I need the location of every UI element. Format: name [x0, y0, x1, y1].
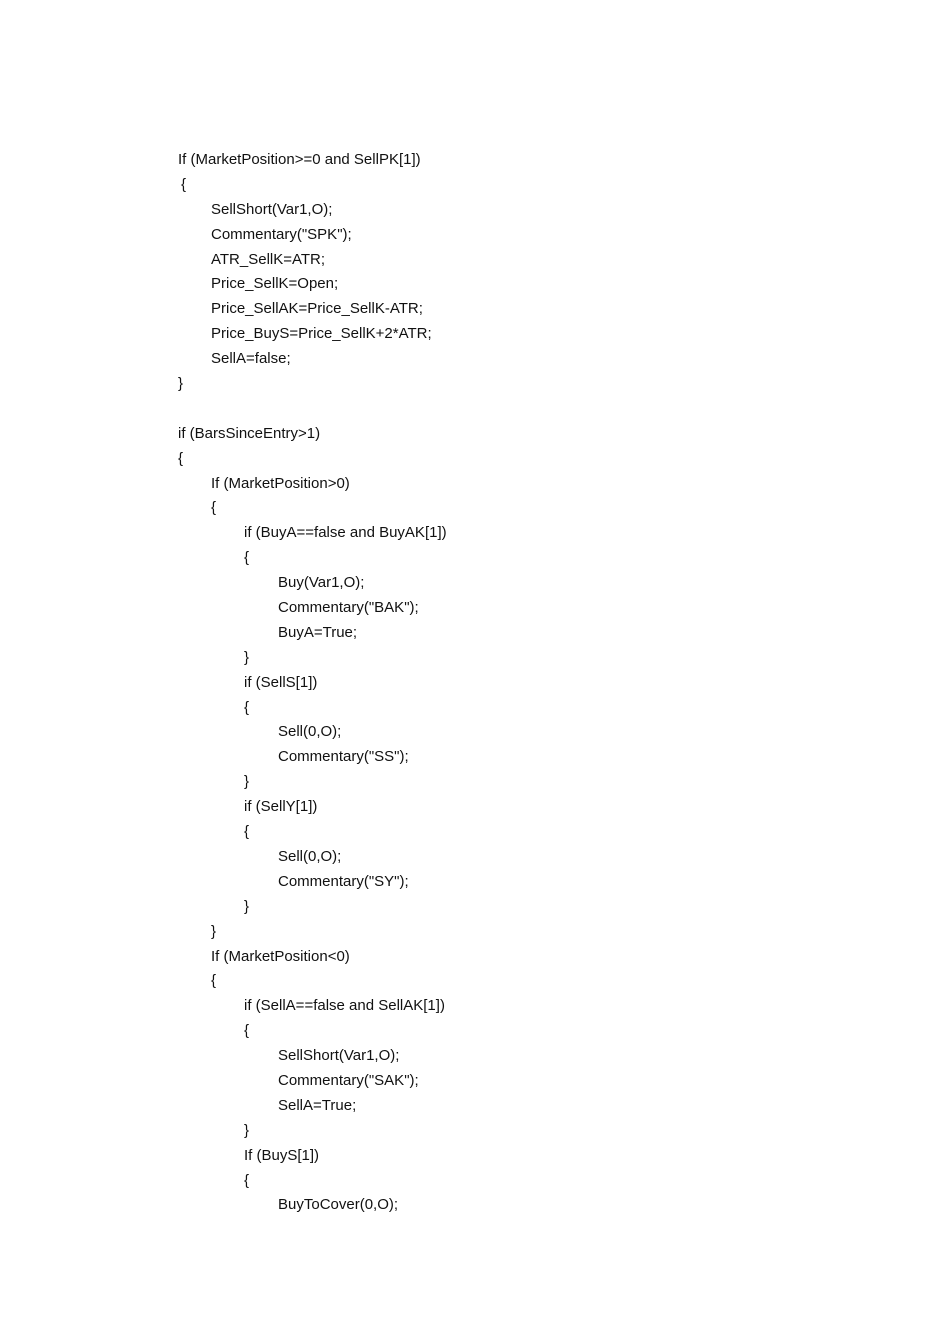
code-line: Commentary("SS"); — [278, 748, 409, 766]
blank-line — [178, 397, 447, 422]
code-line: SellShort(Var1,O); — [211, 200, 333, 218]
code-line: BuyToCover(0,O); — [278, 1196, 399, 1214]
code-line: { — [244, 1171, 250, 1189]
code-line: { — [178, 449, 184, 467]
code-line: if (SellS[1]) — [244, 673, 318, 691]
code-line: { — [244, 698, 250, 716]
code-line: } — [244, 897, 250, 915]
code-line: { — [211, 499, 217, 517]
code-line: } — [211, 922, 217, 940]
code-line: if (SellY[1]) — [244, 798, 318, 816]
code-line: SellA=false; — [211, 350, 291, 368]
code-line: Price_BuyS=Price_SellK+2*ATR; — [211, 325, 432, 343]
code-line: SellA=True; — [278, 1096, 357, 1114]
code-line: { — [181, 175, 187, 193]
code-line: } — [244, 648, 250, 666]
code-line: If (MarketPosition>=0 and SellPK[1]) — [178, 151, 421, 168]
code-line: Commentary("SPK"); — [211, 225, 352, 243]
code-line: { — [211, 972, 217, 990]
code-line: } — [178, 375, 184, 393]
code-line: Sell(0,O); — [278, 847, 342, 865]
code-line: } — [244, 1121, 250, 1139]
code-line: Buy(Var1,O); — [278, 574, 365, 592]
code-line: If (BuyS[1]) — [244, 1146, 320, 1164]
code-line: Commentary("SY"); — [278, 872, 409, 890]
code-listing — [178, 148, 447, 1218]
code-line: if (SellA==false and SellAK[1]) — [244, 997, 445, 1015]
code-line: if (BarsSinceEntry>1) — [178, 424, 321, 442]
code-line: if (BuyA==false and BuyAK[1]) — [244, 524, 447, 542]
code-line: { — [244, 549, 250, 567]
code-line: If (MarketPosition<0) — [211, 947, 350, 965]
code-line: SellShort(Var1,O); — [278, 1047, 400, 1065]
code-line: Price_SellK=Open; — [211, 275, 339, 293]
code-line: } — [244, 773, 250, 791]
code-line: { — [244, 823, 250, 841]
code-line: Commentary("BAK"); — [278, 599, 419, 617]
code-line: BuyA=True; — [278, 623, 358, 641]
code-line: If (MarketPosition>0) — [211, 474, 350, 492]
code-line: { — [244, 1022, 250, 1040]
code-line: Price_SellAK=Price_SellK-ATR; — [211, 300, 423, 318]
code-line: Sell(0,O); — [278, 723, 342, 741]
code-line: Commentary("SAK"); — [278, 1071, 419, 1089]
code-line: ATR_SellK=ATR; — [211, 250, 326, 268]
